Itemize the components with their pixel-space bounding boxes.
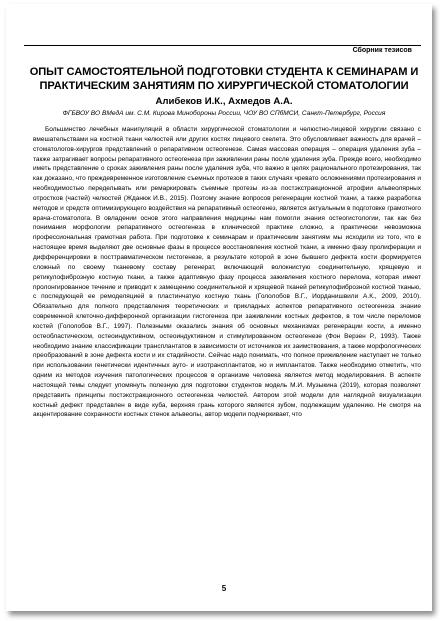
article-authors: Алибеков И.К., Ахмедов А.А. [155, 96, 293, 107]
running-header: Сборник тезисов [352, 47, 412, 54]
article-body [33, 125, 421, 420]
article-affiliation: ФГБВОУ ВО ВМедА им. С.М. Кирова Минобороны России, ЧОУ ВО СПбМСИ, Санкт-Петербург, Россия [62, 110, 386, 117]
body-paragraph: Большинство лечебных манипуляций в области хирургической стоматологии и челюстно-лицевой хирургии связано с вмешательствами на костной ткани челюстей или других костях лицевого скелета. Это обусловливает важность для врачей – стоматологов-хирургов представлений о репаративном остеогенезе. Самая массовая операция – операция удаления зуба – также затрагивает вопросы репаративного остеогенеза при заживлении раны после удаления зуба. Прежде всего, необходимо иметь представление о сроках заживления раны после удаления зуба, что важно в целях рационального протезирования, так как доказано, что преждевременное изготовление съемных протезов в таких случаях чревато осложнениями протезирования и необходимостью переделывать или ремаркировать съемные протезы из-за постэкстракционной атрофии альвеолярных отростков (частей) челюстей (Жданюк И.В., 2015). Поэтому знание вопросов регенерации костной ткани, а также разработка методов и средств оптимизирующего воздействия на репаративный остеогенез, является актуальным в подготовке грамотного врача-стоматолога. В овладении основ этого направления медицины нам помогли знания остеогистологии, так как без понимания морфологии репаративного остеогенеза в клинической практике сложно, а практически невозможна профессиональная грамотная работа. При подготовке к семинарам и практическим занятиям мы исходили из того, что в настоящее время выделяют две основные фазы в процессе восстановления костной ткани, а именно фазу пролиферации и дифференцировки в посттравматическом гистогенезе, в результате которой в зоне бывшего дефекта кости формируется сложный по своему тканевому составу регенерат, включающий волокнистую соединительную, хрящевую и ретикулофиброзную костную ткани, а также адаптивную фазу процесса заживления костного перелома, которая имеет пролонгированное течение и приводит к замещению соединительной и хрящевой тканей ретикулофиброзной костной тканью, с последующей ее ремоделяцией в пластинчатую костную ткань (Гололобов В.Г., Иорданишвили А.К., 2009, 2010). Обязательно для полного представления теоретических и прикладных аспектов репаративного остеогенеза знание современной клеточно-дифферонной организации гистогенеза при заживлении костных дефектов, в том числе переломов костей (Гололобов В.Г., 1997). Полезными оказались знания об основных механизмах регенерации кости, а именно остеобластическом, остеоиндуктивном, остеоиндуктивном и стимулированном остеогенезе (Фон Верзен Р., 1993). Также необходимо знание классификации трансплантатов в зависимости от источников их заимствования, а также морфологических преобразований в зоне дефекта кости и их стадийности. Сейчас надо понимать, что полное приживление наступает не только при использовании генетически идентичных ауто- и изотрансплантатов, но и имплантатов. Также необходимо отметить, что одним из методов изучения патологических процессов в организме человека является метод моделирования. В аспекте настоящей темы следует упомянуть полезную для подготовки студентов модель М.И. Музыкина (2019), которая позволяет представить принципы постэкстракционного остеогенеза челюстей. Автором этой модели для наглядной визуализации костный дефект представлен в виде куба, верхняя грань которого является зубом, подлежащим удалению. Не смотря на акцентирование сохранности костных стенок альвеолы, автор модели подчеркивает, что [33, 126, 421, 419]
header-divider [24, 45, 421, 46]
article-title: ОПЫТ САМОСТОЯТЕЛЬНОЙ ПОДГОТОВКИ СТУДЕНТА К СЕМИНАРАМ И ПРАКТИЧЕСКИМ ЗАНЯТИЯМ ПО ХИРУРГИЧЕСКОЙ СТОМАТОЛОГИИ [29, 66, 419, 92]
page-number: 5 [221, 584, 227, 593]
